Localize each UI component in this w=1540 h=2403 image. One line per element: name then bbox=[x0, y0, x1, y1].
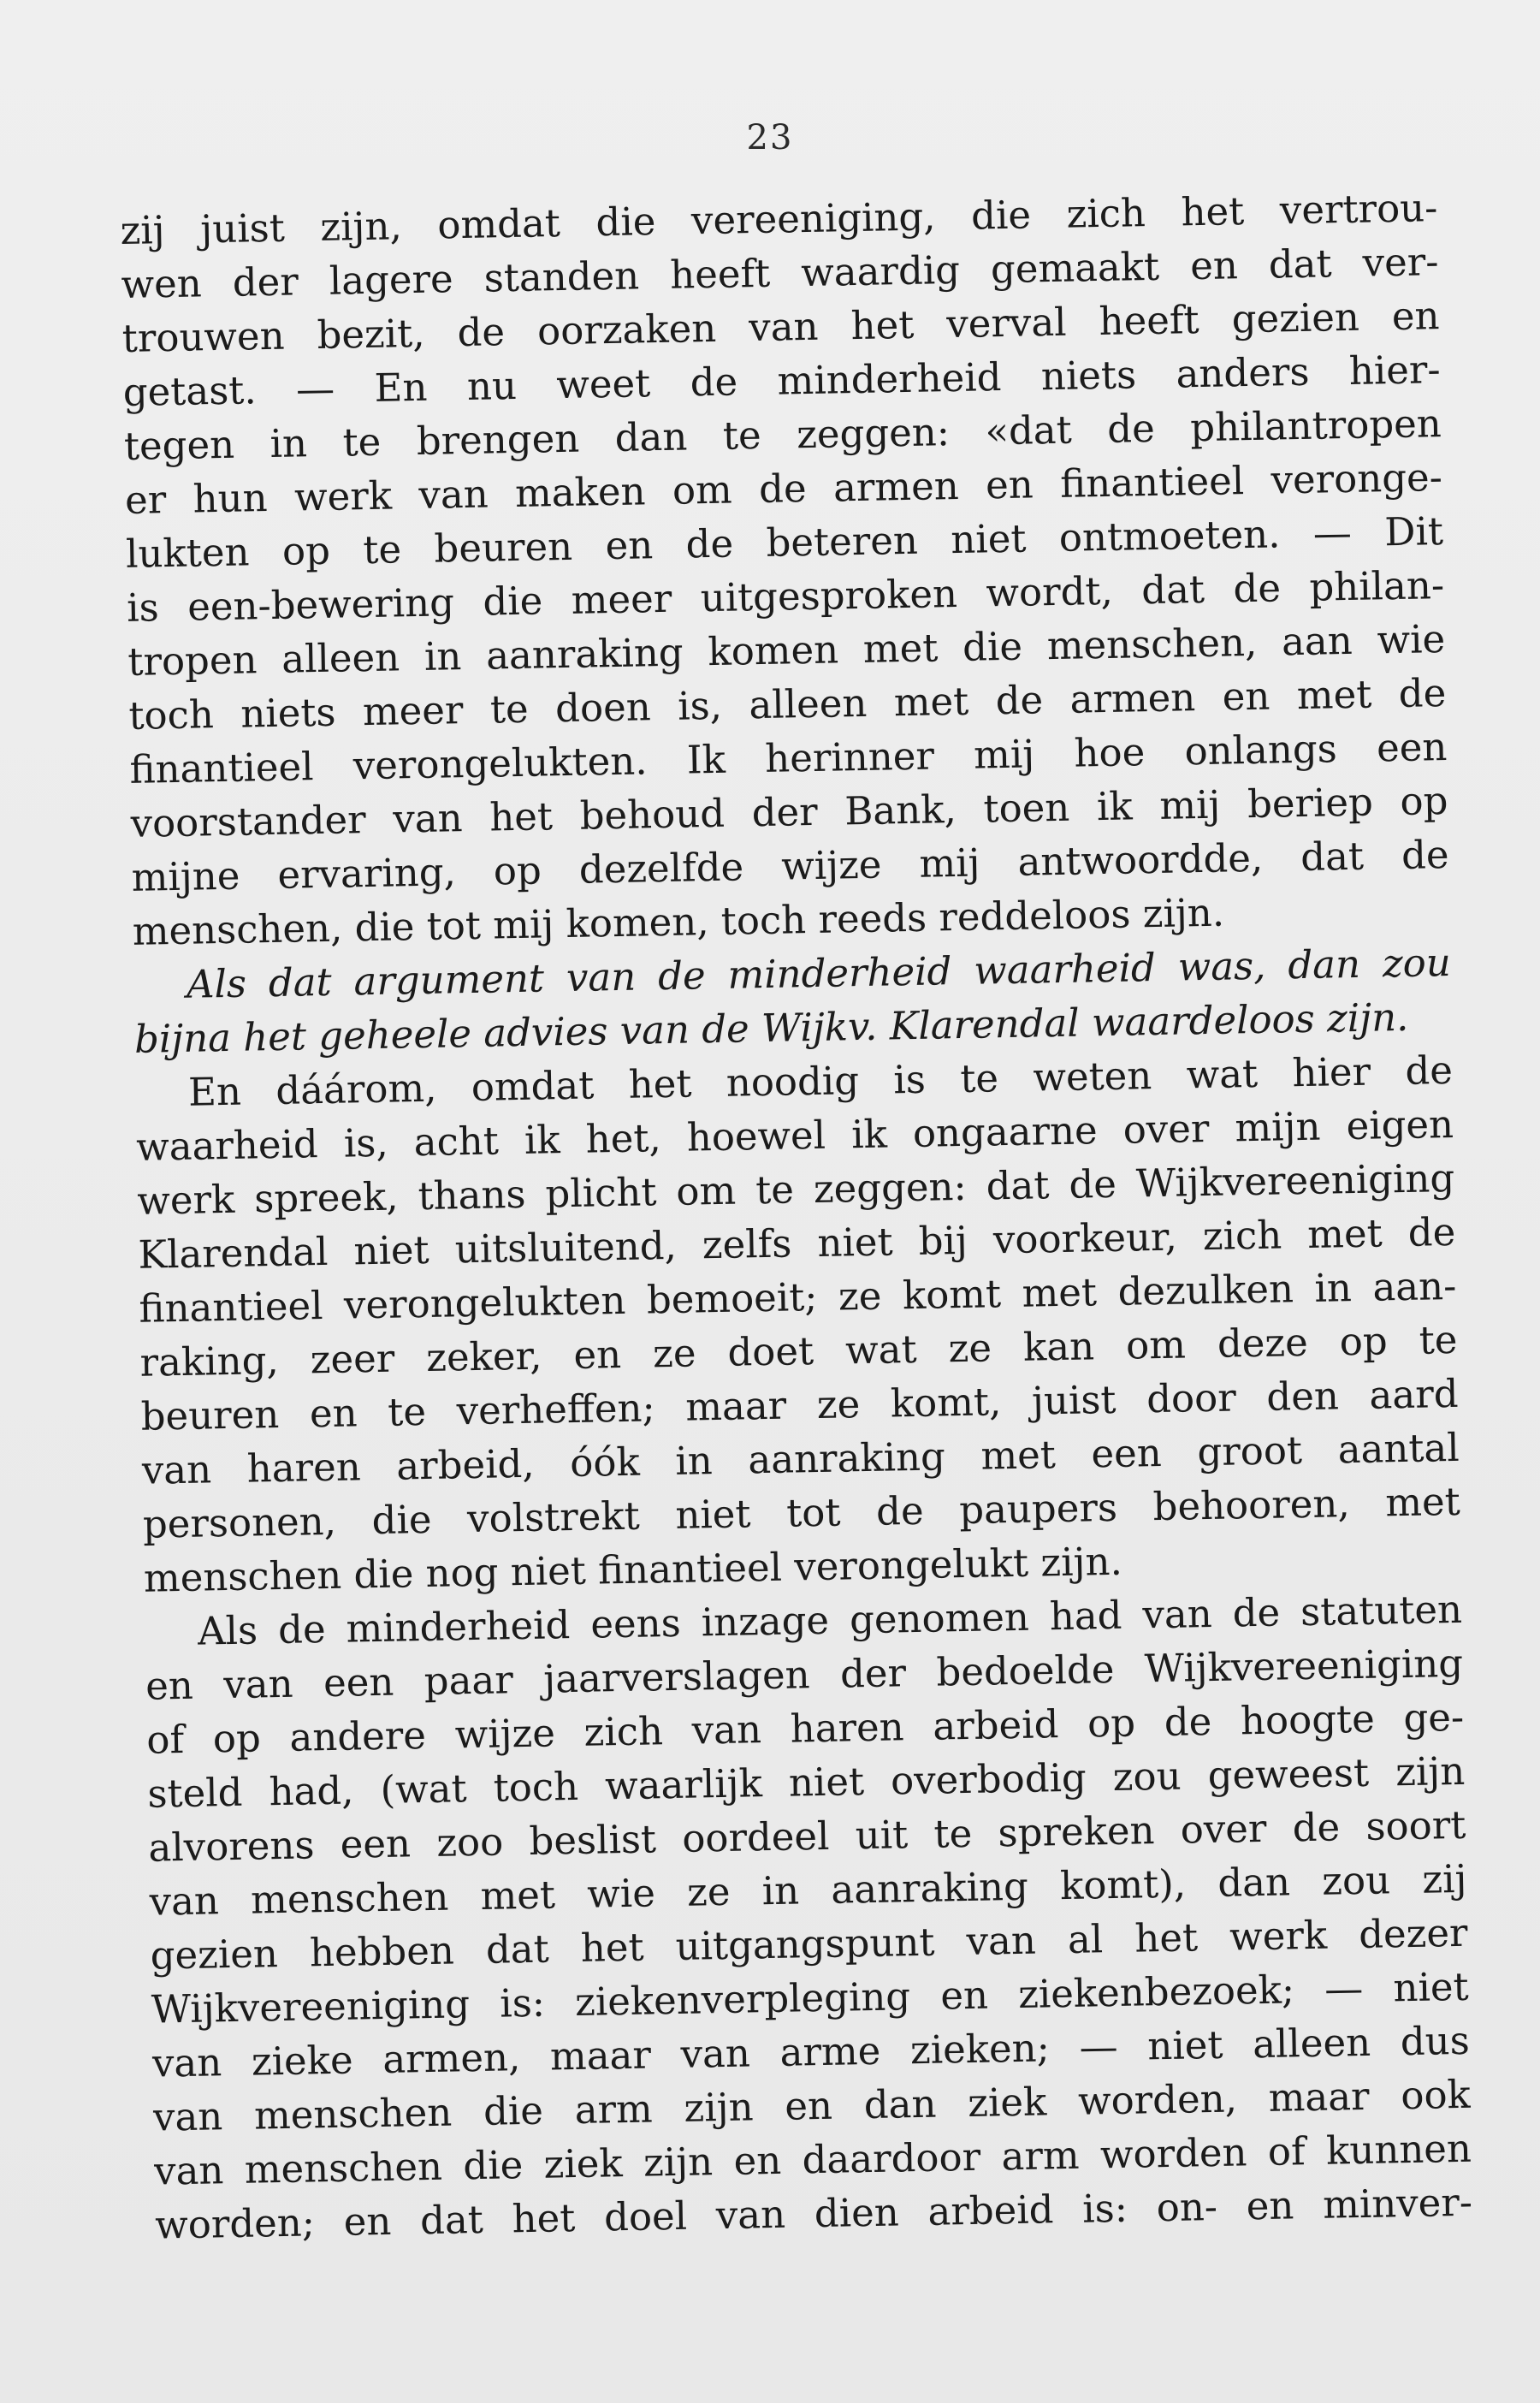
text-line: personen, die volstrekt niet tot de paupers behooren, met bbox=[142, 1478, 1461, 1547]
text-line: werk spreek, thans plicht om te zeggen: dat de Wijkvereeniging bbox=[136, 1154, 1455, 1224]
text-line: beuren en te verheffen; maar ze komt, juist door den aard bbox=[140, 1370, 1459, 1439]
text-line: van zieke armen, maar van arme zieken; — niet alleen dus bbox=[151, 2017, 1471, 2086]
text-line: trouwen bezit, de oorzaken van het verval heeft gezien en bbox=[121, 293, 1440, 361]
text-line: menschen die nog niet finantieel verongelukt zijn. bbox=[143, 1538, 1123, 1601]
text-line: lukten op te beuren en de beteren niet ontmoeten. — Dit bbox=[125, 508, 1444, 577]
text-line: worden; en dat het doel van dien arbeid is: on- en minver- bbox=[154, 2179, 1473, 2248]
text-line: en van een paar jaarverslagen der bedoelde Wijkvereeniging bbox=[145, 1640, 1464, 1709]
text-line: getast. — En nu weet de minderheid niets anders hier- bbox=[122, 347, 1442, 415]
text-line: van menschen die ziek zijn en daardoor arm worden of kunnen bbox=[153, 2125, 1472, 2194]
body-text bbox=[120, 181, 1474, 2325]
text-line: tegen in te brengen dan te zeggen: «dat de philantropen bbox=[123, 400, 1442, 469]
text-line: En dáárom, omdat het noodig is te weten wat hier de bbox=[187, 1047, 1454, 1115]
text-line: Klarendal niet uitsluitend, zelfs niet bij voorkeur, zich met de bbox=[137, 1208, 1456, 1278]
text-line: van haren arbeid, óók in aanraking met een groot aantal bbox=[141, 1424, 1460, 1493]
text-line: finantieel verongelukten bemoeit; ze komt met dezulken in aan- bbox=[139, 1262, 1457, 1332]
text-line: waarheid is, acht ik het, hoewel ik ongaarne over mijn eigen bbox=[135, 1101, 1454, 1170]
text-line: er hun werk van maken om de armen en finantieel veronge- bbox=[124, 454, 1443, 523]
page-number: 23 bbox=[746, 118, 794, 157]
text-line: tropen alleen in aanraking komen met die menschen, aan wie bbox=[127, 616, 1446, 685]
text-line: raking, zeer zeker, en ze doet wat ze kan om deze op te bbox=[139, 1316, 1458, 1385]
text-line: wen der lagere standen heeft waardig gemaakt en dat ver- bbox=[121, 239, 1439, 307]
text-line: mijne ervaring, op dezelfde wijze mij antwoordde, dat de bbox=[131, 832, 1449, 900]
text-line: of op andere wijze zich van haren arbeid op de hoogte ge- bbox=[145, 1694, 1465, 1763]
text-line: alvorens een zoo beslist oordeel uit te spreken over de soort bbox=[148, 1801, 1466, 1871]
text-line: Als de minderheid eens inzage genomen had van de statuten bbox=[197, 1586, 1463, 1654]
text-line: Wijkvereeniging is: ziekenverpleging en ziekenbezoek; — niet bbox=[151, 1963, 1470, 2032]
text-line: Als dat argument van de minderheid waarheid was, dan zou bbox=[186, 939, 1452, 1007]
text-line: is een-bewering die meer uitgesproken wordt, dat de philan- bbox=[126, 562, 1445, 631]
text-line: van menschen met wie ze in aanraking komt), dan zou zij bbox=[149, 1855, 1467, 1925]
text-line: zij juist zijn, omdat die vereeniging, die zich het vertrou- bbox=[120, 185, 1438, 253]
text-line: bijna het geheele advies van de Wijkv. Klarendal waardeloos zijn. bbox=[133, 994, 1409, 1062]
text-line: van menschen die arm zijn en dan ziek worden, maar ook bbox=[152, 2071, 1472, 2140]
text-line: gezien hebben dat het uitgangspunt van al het werk dezer bbox=[150, 1909, 1468, 1979]
text-line: steld had, (wat toch waarlijk niet overbodig zou geweest zijn bbox=[146, 1747, 1466, 1817]
text-line: voorstander van het behoud der Bank, toen ik mij beriep op bbox=[130, 778, 1448, 846]
text-line: toch niets meer te doen is, alleen met de armen en met de bbox=[127, 670, 1447, 739]
text-line: menschen, die tot mij komen, toch reeds reddeloos zijn. bbox=[132, 889, 1225, 954]
text-line: finantieel verongelukten. Ik herinner mij hoe onlangs een bbox=[129, 724, 1448, 792]
